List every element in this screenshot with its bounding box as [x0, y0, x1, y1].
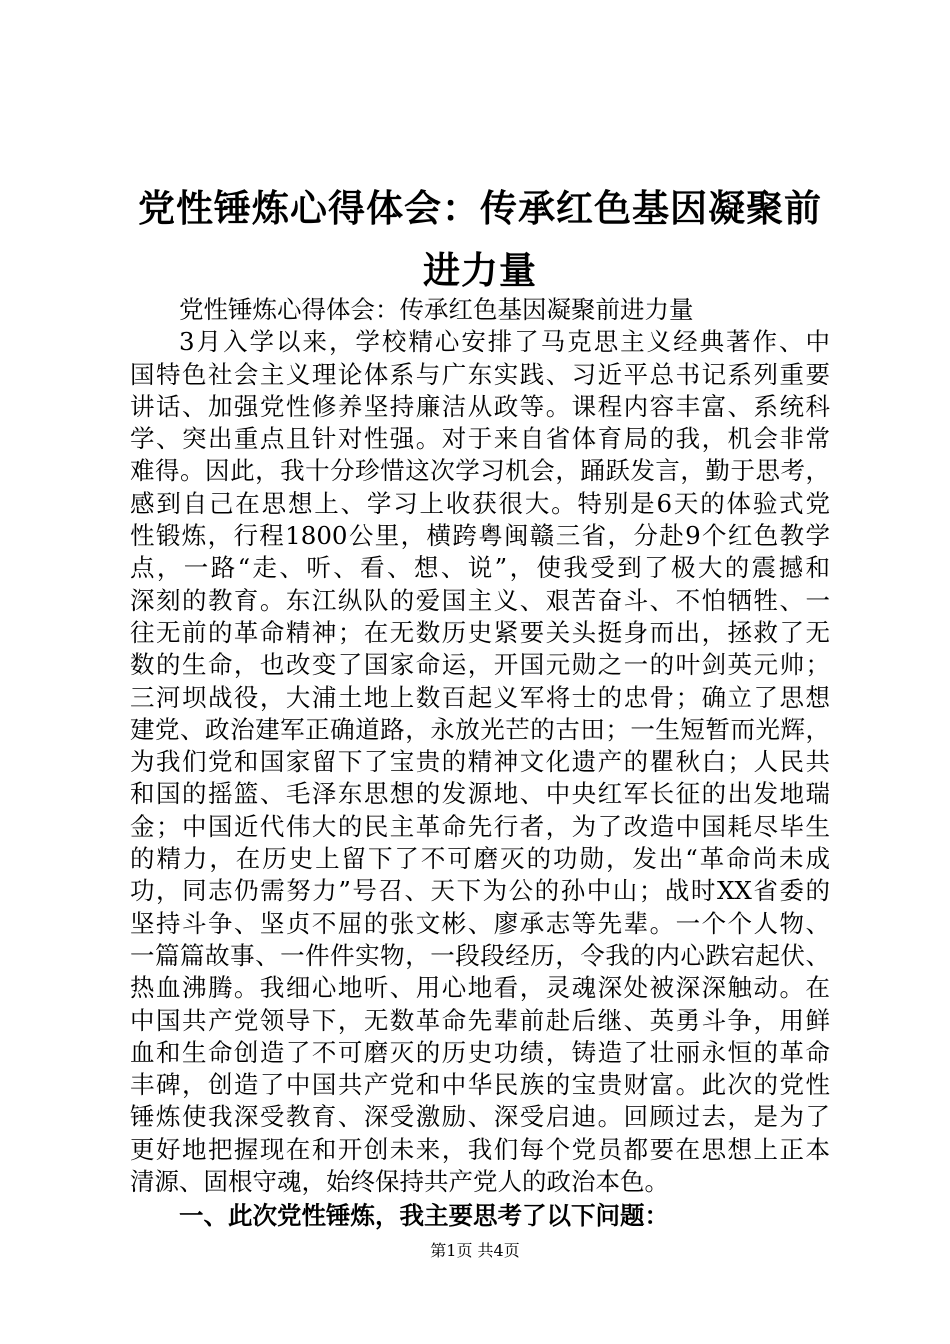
paragraph-line: 三河坝战役，大浦土地上数百起义军将士的忠骨；确立了思想 — [130, 682, 830, 712]
paragraph-line: 和国的摇篮、毛泽东思想的发源地、中央红军长征的出发地瑞 — [130, 779, 830, 809]
paragraph-line: 锤炼使我深受教育、深受激励、深受启迪。回顾过去，是为了 — [130, 1102, 830, 1132]
paragraph-line: 点，一路“走、听、看、想、说”，使我受到了极大的震撼和 — [130, 553, 830, 583]
section-heading: 一、此次党性锤炼，我主要思考了以下问题： — [179, 1201, 669, 1231]
paragraph-line: 坚持斗争、坚贞不屈的张文彬、廖承志等先辈。一个个人物、 — [130, 908, 830, 938]
paragraph-line: 热血沸腾。我细心地听、用心地看，灵魂深处被深深触动。在 — [130, 973, 830, 1003]
paragraph-line: 深刻的教育。东江纵队的爱国主义、艰苦奋斗、不怕牺牲、一 — [130, 585, 830, 615]
paragraph-line: 往无前的革命精神；在无数历史紧要关头挺身而出，拯救了无 — [130, 617, 830, 647]
paragraph-line: 数的生命，也改变了国家命运，开国元勋之一的叶剑英元帅； — [130, 650, 830, 680]
paragraph-line: 血和生命创造了不可磨灭的历史功绩，铸造了壮丽永恒的革命 — [130, 1037, 830, 1067]
paragraph-line: 中国共产党领导下，无数革命先辈前赴后继、英勇斗争，用鲜 — [130, 1005, 830, 1035]
paragraph-line: 一篇篇故事、一件件实物，一段段经历，令我的内心跌宕起伏、 — [130, 940, 830, 970]
paragraph-line: 为我们党和国家留下了宝贵的精神文化遗产的瞿秋白；人民共 — [130, 747, 830, 777]
paragraph-line: 性锻炼，行程1800公里，横跨粤闽赣三省，分赴9个红色教学 — [130, 521, 830, 551]
paragraph-line: 清源、固根守魂，始终保持共产党人的政治本色。 — [130, 1167, 669, 1197]
page-footer: 第1页 共4页 — [430, 1241, 520, 1260]
paragraph-line: 学、突出重点且针对性强。对于来自省体育局的我，机会非常 — [130, 424, 830, 454]
paragraph-line: 功，同志仍需努力”号召、天下为公的孙中山；战时XX省委的 — [130, 876, 830, 906]
paragraph-line: 3月入学以来，学校精心安排了马克思主义经典著作、中 — [179, 327, 830, 357]
paragraph-line: 国特色社会主义理论体系与广东实践、习近平总书记系列重要 — [130, 359, 830, 389]
paragraph-line: 讲话、加强党性修养坚持廉洁从政等。课程内容丰富、系统科 — [130, 391, 830, 421]
paragraph-line: 金；中国近代伟大的民主革命先行者，为了改造中国耗尽毕生 — [130, 811, 830, 841]
paragraph-line: 丰碑，创造了中国共产党和中华民族的宝贵财富。此次的党性 — [130, 1070, 830, 1100]
paragraph-line: 感到自己在思想上、学习上收获很大。特别是6天的体验式党 — [130, 488, 830, 518]
document-body — [130, 294, 830, 1234]
paragraph-line: 的精力，在历史上留下了不可磨灭的功勋，发出“革命尚未成 — [130, 844, 830, 874]
document-title: 党性锤炼心得体会：传承红色基因凝聚前进力量 — [138, 187, 822, 292]
paragraph-line: 建党、政治建军正确道路，永放光芒的古田；一生短暂而光辉， — [130, 714, 830, 744]
document-subtitle: 党性锤炼心得体会：传承红色基因凝聚前进力量 — [179, 295, 694, 324]
paragraph-line: 难得。因此，我十分珍惜这次学习机会，踊跃发言，勤于思考， — [130, 456, 830, 486]
paragraph-line: 更好地把握现在和开创未来，我们每个党员都要在思想上正本 — [130, 1134, 830, 1164]
